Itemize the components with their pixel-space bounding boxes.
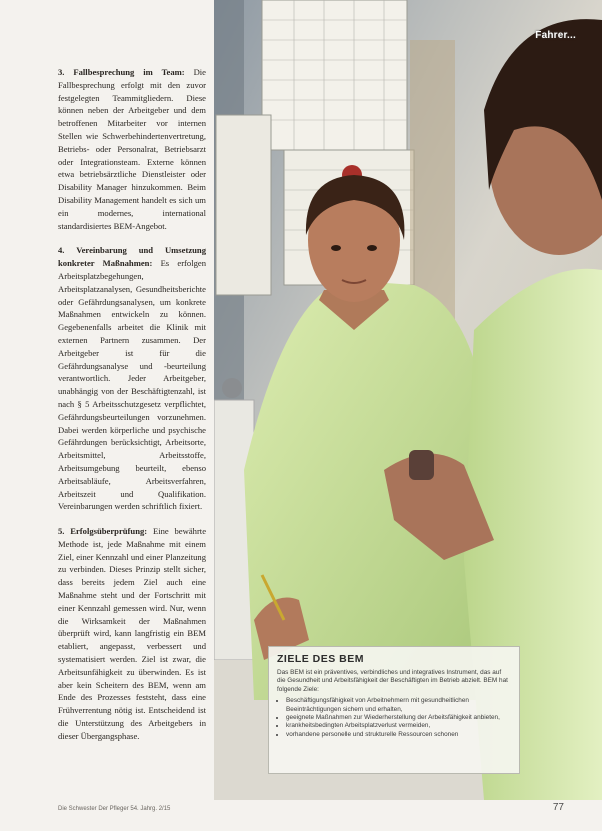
section-3 xyxy=(58,66,206,232)
section-5-body: Eine bewährte Methode ist, jede Maßnahme mit einem Ziel, einer Kennzahl und einer Planzeitung zu verbinden. Dieses Prinzip stellt sicher, dass bereits jedem Ziel auch eine Maßnahme steht und der Fortschritt mit einer Kennzahl gemessen wird. Nur, wenn die Wirksamkeit der Maßnahmen überprüft wird, kann langfristig ein BEM etabliert, angepasst, verbessert und systematisiert werden. Ziel ist zwar, die Arbeitsunfähigkeit zu überwinden. Es ist aber kein Scheitern des BEM, wenn am Ende des Prozesses feststeht, dass eine Frühverrentung nötig ist. Entscheidend ist die Unterstützung des Arbeitgebers in dieser Übergangsphase. xyxy=(58,526,207,741)
list-item: • Beschäftigungsfähigkeit von Arbeitnehmern mit gesundheitlichen Beeinträchtigungen sichern und erhalten, xyxy=(286,697,511,714)
list-item: • vorhandene personelle und strukturelle Ressourcen schonen xyxy=(286,731,511,739)
article-column xyxy=(58,66,206,755)
info-box-intro: Das BEM ist ein präventives, verbindliches und integratives Instrument, das auf die Gesundheit und Arbeitsfähigkeit der Beschäftigten im Betrieb abzielt. BEM hat folgende Ziele: xyxy=(277,669,508,693)
section-4-body: Es erfolgen Arbeitsplatzbegehungen, Arbeitsplatzanalysen, Gesundheitsberichte oder Gefährdungsanalysen, um konkrete Maßnahmen entwickeln zu können. Gegebenenfalls arbeitet die Klinik mit externen Partnern zusammen. Der Arbeitgeber ist für die Gefährdungsanalyse und -beurteilung verantwortlich. Jeder Arbeitgeber, unabhängig von der Beschäftigtenzahl, ist nach § 5 Arbeitsschutzgesetz verpflichtet, Gefährdungsbeurteilungen vorzunehmen. Dabei werden körperliche und psychische Gefährdungen berücksichtigt, Arbeitsorte, Arbeitsmittel, Arbeitsstoffe, Arbeitsumgebung beurteilt, ebenso Arbeitsabläufe, Arbeitsverfahren, Arbeitszeit und Qualifikation. Vereinbarungen werden schriftlich fixiert. xyxy=(58,258,207,512)
info-box-ziele xyxy=(268,646,520,774)
section-3-heading: 3. Fallbesprechung im Team: xyxy=(58,67,185,77)
info-box-title: ZIELE DES BEM xyxy=(277,653,365,665)
list-item: • geeignete Maßnahmen zur Wiederherstellung der Arbeitsfähigkeit anbieten, xyxy=(286,714,511,722)
photo-overlay-text: Fahrer... xyxy=(535,30,576,41)
info-box-list xyxy=(277,697,511,739)
section-5-heading: 5. Erfolgsüberprüfung: xyxy=(58,526,148,537)
section-3-body: Die Fallbesprechung erfolgt mit den zuvor festgelegten Teammitgliedern. Diese können neben der Arbeitgeber und dem betroffenen Mitarbeiter vor internen Stellen wie Schwerbehindertenvertretung, Betriebs- oder Personalrat, Betriebsarzt oder Integrationsteam. Externe können etwa betriebsärztliche Dienstleister oder Disability Manager hinzukommen. Beim Disability Management handelt es sich um ein modernes, international standardisiertes BEM-Angebot. xyxy=(58,67,206,231)
list-item: • krankheitsbedingten Arbeitsplatzverlust vermeiden, xyxy=(286,722,511,730)
section-5 xyxy=(58,525,206,743)
section-4 xyxy=(58,244,206,513)
section-4-heading: 4. Vereinbarung und Umsetzung konkreter Maßnahmen: xyxy=(58,245,206,269)
page-number: 77 xyxy=(552,802,564,813)
footer-source: Die Schwester Der Pfleger 54. Jahrg. 2/15 xyxy=(58,806,171,812)
